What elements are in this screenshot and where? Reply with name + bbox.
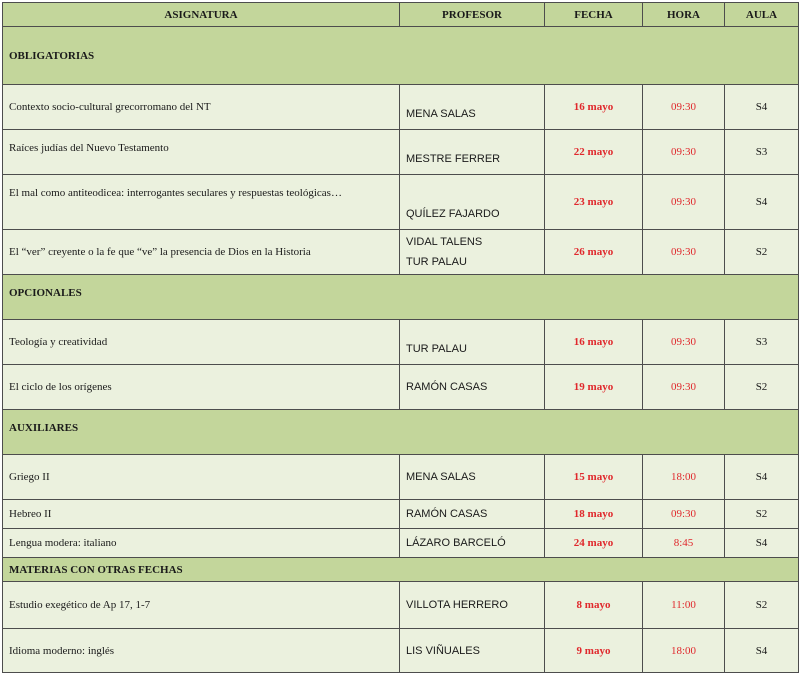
professor-cell xyxy=(400,455,545,500)
subject-cell: Lengua modera: italiano xyxy=(3,529,400,558)
subject-cell: El “ver” creyente o la fe que “ve” la presencia de Dios en la Historia xyxy=(3,230,400,275)
time-cell: 09:30 xyxy=(643,175,725,230)
date-cell: 23 mayo xyxy=(545,175,643,230)
professor-name: RAMÓN CASAS xyxy=(406,381,488,393)
date-cell: 16 mayo xyxy=(545,85,643,130)
date-cell: 19 mayo xyxy=(545,365,643,410)
table-row xyxy=(3,230,799,275)
subject-cell: Estudio exegético de Ap 17, 1-7 xyxy=(3,582,400,629)
time-cell: 09:30 xyxy=(643,130,725,175)
time-cell: 09:30 xyxy=(643,85,725,130)
section-row-opcionales xyxy=(3,275,799,320)
time-cell: 09:30 xyxy=(643,320,725,365)
professor-name: QUÍLEZ FAJARDO xyxy=(406,208,500,220)
time-cell: 18:00 xyxy=(643,629,725,673)
room-cell: S4 xyxy=(725,529,799,558)
date-cell: 24 mayo xyxy=(545,529,643,558)
professor-cell xyxy=(400,629,545,673)
professor-cell xyxy=(400,582,545,629)
time-cell: 09:30 xyxy=(643,365,725,410)
professor-cell xyxy=(400,320,545,365)
col-header-profesor: PROFESOR xyxy=(400,3,545,27)
room-cell: S2 xyxy=(725,230,799,275)
professor-name: LIS VIÑUALES xyxy=(406,644,480,657)
room-cell: S4 xyxy=(725,629,799,673)
professor-name: MENA SALAS xyxy=(406,108,476,120)
professor-name: TUR PALAU xyxy=(406,256,467,268)
professor-name: RAMÓN CASAS xyxy=(406,508,488,520)
time-cell: 18:00 xyxy=(643,455,725,500)
date-cell: 26 mayo xyxy=(545,230,643,275)
section-title: OPCIONALES xyxy=(3,275,799,320)
section-row-auxiliares xyxy=(3,410,799,455)
professor-cell xyxy=(400,230,545,275)
professor-cell xyxy=(400,529,545,558)
date-cell: 15 mayo xyxy=(545,455,643,500)
professor-name: VILLOTA HERRERO xyxy=(406,599,508,611)
table-row xyxy=(3,629,799,673)
table-row xyxy=(3,455,799,500)
professor-name: TUR PALAU xyxy=(406,343,467,355)
subject-cell: Contexto socio-cultural grecorromano del NT xyxy=(3,85,400,130)
professor-name: VIDAL TALENS xyxy=(406,236,483,248)
time-cell: 09:30 xyxy=(643,500,725,529)
header-row xyxy=(3,3,799,27)
professor-cell xyxy=(400,175,545,230)
subject-cell: Raíces judías del Nuevo Testamento xyxy=(3,130,400,175)
col-header-hora: HORA xyxy=(643,3,725,27)
col-header-fecha: FECHA xyxy=(545,3,643,27)
date-cell: 22 mayo xyxy=(545,130,643,175)
room-cell: S4 xyxy=(725,85,799,130)
professor-cell xyxy=(400,85,545,130)
date-cell: 18 mayo xyxy=(545,500,643,529)
room-cell: S2 xyxy=(725,365,799,410)
table-row xyxy=(3,500,799,529)
section-title: OBLIGATORIAS xyxy=(3,27,799,85)
date-cell: 8 mayo xyxy=(545,582,643,629)
room-cell: S2 xyxy=(725,500,799,529)
professor-name: MENA SALAS xyxy=(406,471,476,483)
table-row xyxy=(3,175,799,230)
section-title: MATERIAS CON OTRAS FECHAS xyxy=(3,558,799,582)
table-row xyxy=(3,85,799,130)
room-cell: S3 xyxy=(725,130,799,175)
time-cell: 09:30 xyxy=(643,230,725,275)
subject-cell: Griego II xyxy=(3,455,400,500)
time-cell: 11:00 xyxy=(643,582,725,629)
date-cell: 16 mayo xyxy=(545,320,643,365)
professor-cell xyxy=(400,365,545,410)
professor-cell xyxy=(400,130,545,175)
room-cell: S2 xyxy=(725,582,799,629)
table-row xyxy=(3,582,799,629)
room-cell: S4 xyxy=(725,455,799,500)
section-title: AUXILIARES xyxy=(3,410,799,455)
col-header-aula: AULA xyxy=(725,3,799,27)
professor-cell xyxy=(400,500,545,529)
subject-cell: Idioma moderno: inglés xyxy=(3,629,400,673)
date-cell: 9 mayo xyxy=(545,629,643,673)
table-row xyxy=(3,320,799,365)
exam-schedule-table xyxy=(2,2,799,673)
time-cell: 8:45 xyxy=(643,529,725,558)
subject-cell: El ciclo de los orígenes xyxy=(3,365,400,410)
table-row xyxy=(3,365,799,410)
table-row xyxy=(3,130,799,175)
subject-cell: Teología y creatividad xyxy=(3,320,400,365)
professor-name: MESTRE FERRER xyxy=(406,153,501,165)
col-header-asignatura: ASIGNATURA xyxy=(3,3,400,27)
section-row-otras-fechas xyxy=(3,558,799,582)
subject-cell: El mal como antiteodicea: interrogantes seculares y respuestas teológicas… xyxy=(3,175,400,230)
room-cell: S3 xyxy=(725,320,799,365)
subject-cell: Hebreo II xyxy=(3,500,400,529)
professor-name: LÁZARO BARCELÓ xyxy=(406,537,506,549)
table-row xyxy=(3,529,799,558)
room-cell: S4 xyxy=(725,175,799,230)
section-row-obligatorias xyxy=(3,27,799,85)
